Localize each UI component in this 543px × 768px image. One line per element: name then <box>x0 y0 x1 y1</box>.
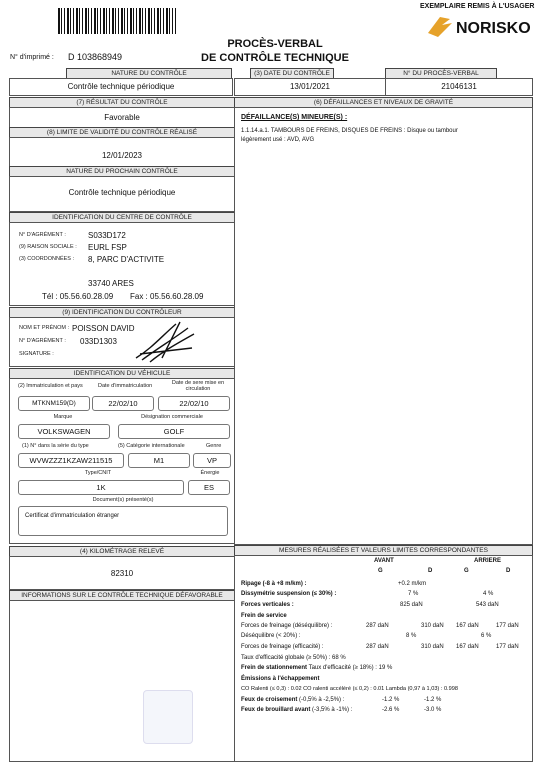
printed-value: D 103868949 <box>68 52 123 62</box>
taux-global: Taux d'efficacité globale (≥ 50%) : 68 % <box>241 655 346 661</box>
defavorable-header: INFORMATIONS SUR LE CONTRÔLE TECHNIQUE DÉFAVORABLE <box>9 590 235 601</box>
designation-label: Désignation commerciale <box>141 414 203 420</box>
frein-stat-line <box>241 665 392 671</box>
centre-agrement-label: N° D'AGRÉMENT : <box>19 232 66 238</box>
copy-label: EXEMPLAIRE REMIS À L'USAGER <box>420 3 535 10</box>
dissym-label: Dissymétrie suspension (≤ 30%) : <box>241 591 337 597</box>
date-immat-field: 22/02/10 <box>92 396 154 411</box>
result-header: (7) RÉSULTAT DU CONTRÔLE <box>9 97 235 108</box>
brand-logo <box>428 15 540 44</box>
mesures-header: MESURES RÉALISÉES ET VALEURS LIMITES CORRESPONDANTES <box>234 545 533 556</box>
centre-coord-value: 8, PARC D'ACTIVITE <box>88 255 165 264</box>
defaillances-box <box>234 107 533 545</box>
centre-raison-label: (9) RAISON SOCIALE : <box>19 244 77 250</box>
co-line: CO Ralenti (≤ 0,3) : 0.02 CO ralenti accéléré (≤ 0,2) : 0.01 Lambda (0,97 à 1,03) : 0.998 <box>241 686 458 692</box>
pv-header: N° DU PROCÈS-VERBAL <box>385 68 497 79</box>
forces-vert-ar: 543 daN <box>476 602 499 608</box>
feux-crois-av: -1.2 % <box>382 697 400 703</box>
ripage-label: Ripage (-8 à +8 m/km) : <box>241 581 307 587</box>
type-field: 1K <box>18 480 184 495</box>
forces-eff-ar-g: 167 daN <box>456 644 479 650</box>
forces-eff-av-g: 287 daN <box>366 644 389 650</box>
feux-crois-line <box>241 697 344 703</box>
controleur-agrement-value: 033D1303 <box>80 337 117 346</box>
docs-field: Certificat d'immatriculation étranger <box>18 506 228 536</box>
forces-desq-av-g: 287 daN <box>366 623 389 629</box>
centre-agrement-value: S033D172 <box>88 231 126 240</box>
frein-stat-taux: Taux d'efficacité (≥ 18%) : 19 % <box>308 665 393 671</box>
feux-brouill-range: (-3,5% à -1%) : <box>312 707 353 713</box>
km-header: (4) KILOMÉTRAGE RELEVÉ <box>9 546 235 557</box>
avant-label: AVANT <box>374 558 394 564</box>
norisko-bird-icon <box>428 15 540 39</box>
feux-crois-ar: -1.2 % <box>424 697 442 703</box>
desequ-label: Déséquilibre (< 20%) : <box>241 633 301 639</box>
date-header: (3) DATE DU CONTRÔLE <box>250 68 334 79</box>
date-value: 13/01/2021 <box>234 78 386 96</box>
designation-field: GOLF <box>118 424 230 439</box>
validity-value: 12/01/2023 <box>9 137 235 167</box>
immat-label: (2) Immatriculation et pays <box>18 383 83 389</box>
controleur-header: (9) IDENTIFICATION DU CONTRÔLEUR <box>9 307 235 318</box>
km-value: 82310 <box>9 556 235 590</box>
categorie-field: M1 <box>128 453 190 468</box>
immat-field: MTKNM159(D) <box>18 396 90 411</box>
brand-name: NORISKO <box>456 20 531 37</box>
centre-coord-label: (3) COORDONNÉES : <box>19 256 75 262</box>
frein-stat-label: Frein de stationnement <box>241 665 308 671</box>
centre-header: IDENTIFICATION DU CENTRE DE CONTRÔLE <box>9 212 235 223</box>
forces-eff-ar-d: 177 daN <box>496 644 519 650</box>
feux-crois-range: (-0,5% à -2,5%) : <box>299 697 345 703</box>
ripage-value: +0.2 m/km <box>398 581 427 587</box>
nature-header: NATURE DU CONTRÔLE <box>66 68 232 79</box>
forces-eff-av-d: 310 daN <box>421 644 444 650</box>
arriere-d: D <box>506 568 511 574</box>
genre-field: VP <box>193 453 231 468</box>
controleur-agrement-label: N° D'AGRÉMENT : <box>19 338 66 344</box>
title-line2: DE CONTRÔLE TECHNIQUE <box>201 52 349 64</box>
feux-brouill-line <box>241 707 352 713</box>
forces-eff-label: Forces de freinage (efficacité) : <box>241 644 324 650</box>
arriere-g: G <box>464 568 469 574</box>
next-header: NATURE DU PROCHAIN CONTRÔLE <box>9 166 235 177</box>
marque-field: VOLKSWAGEN <box>18 424 110 439</box>
forces-desq-label: Forces de freinage (déséquilibre) : <box>241 623 333 629</box>
feux-brouill-ar: -3.0 % <box>424 707 442 713</box>
barcode <box>58 8 176 34</box>
desequ-av: 8 % <box>406 633 417 639</box>
defavorable-box <box>9 600 235 762</box>
marque-label: Marque <box>53 414 73 420</box>
feux-brouill-av: -2.6 % <box>382 707 400 713</box>
validity-header: (8) LIMITE DE VALIDITÉ DU CONTRÔLE RÉALISÉ <box>9 127 235 138</box>
genre-label: Genre <box>206 443 222 449</box>
signature-label: SIGNATURE : <box>19 351 54 357</box>
energie-field: ES <box>188 480 230 495</box>
defaillances-title: DÉFAILLANCE(S) MINEURE(S) : <box>241 114 348 121</box>
categorie-label: (5) Catégorie internationale <box>118 443 185 449</box>
forces-desq-ar-g: 167 daN <box>456 623 479 629</box>
controleur-name-label: NOM ET PRÉNOM : <box>19 325 70 331</box>
feux-crois-label: Feux de croisement <box>241 697 298 703</box>
docs-label: Document(s) présenté(s) <box>92 497 154 503</box>
centre-tel: Tél : 05.56.60.28.09 <box>42 292 114 301</box>
vehicle-header: IDENTIFICATION DU VÉHICULE <box>9 368 235 379</box>
dissym-ar: 4 % <box>483 591 494 597</box>
serie-field: WVWZZZ1KZAW211515 <box>18 453 124 468</box>
serie-label: (1) N° dans la série du type <box>22 443 89 449</box>
nature-value: Contrôle technique périodique <box>9 78 233 96</box>
date-serie-label: Date de sere mise en circulation <box>171 380 225 392</box>
arriere-label: ARRIERE <box>474 558 502 564</box>
date-serie-field: 22/02/10 <box>158 396 230 411</box>
dissym-av: 7 % <box>408 591 419 597</box>
frein-service-label: Frein de service <box>241 613 287 619</box>
defaillance-line-2: légèrement usé : AVD, AVG <box>241 137 315 143</box>
avant-g: G <box>378 568 383 574</box>
defaillances-header: (6) DÉFAILLANCES ET NIVEAUX DE GRAVITÉ <box>234 97 533 108</box>
title-line1: PROCÈS-VERBAL <box>227 38 323 50</box>
energie-label: Énergie <box>200 470 220 476</box>
type-label: Type/CNIT <box>84 470 112 476</box>
date-immat-label: Date d'immatriculation <box>98 383 153 389</box>
centre-raison-value: EURL FSP <box>88 243 127 252</box>
forces-desq-ar-d: 177 daN <box>496 623 519 629</box>
avant-d: D <box>428 568 433 574</box>
desequ-ar: 6 % <box>481 633 492 639</box>
result-value: Favorable <box>9 107 235 128</box>
centre-fax: Fax : 05.56.60.28.09 <box>130 292 204 301</box>
centre-city: 33740 ARES <box>88 279 134 288</box>
pv-value: 21046131 <box>385 78 533 96</box>
controleur-name-value: POISSON DAVID <box>72 324 135 333</box>
forces-vert-label: Forces verticales : <box>241 602 294 608</box>
printed-label: N° d'imprimé : <box>10 54 54 61</box>
feux-brouill-label: Feux de brouillard avant <box>241 707 311 713</box>
forces-vert-av: 825 daN <box>400 602 423 608</box>
hologram-sticker <box>143 690 193 744</box>
signature-image <box>132 318 200 364</box>
forces-desq-av-d: 310 daN <box>421 623 444 629</box>
next-value: Contrôle technique périodique <box>9 176 235 212</box>
emissions-label: Émissions à l'échappement <box>241 676 320 682</box>
defaillance-line-1: 1.1.14.a.1. TAMBOURS DE FREINS, DISQUES DE FREINS : Disque ou tambour <box>241 128 458 134</box>
